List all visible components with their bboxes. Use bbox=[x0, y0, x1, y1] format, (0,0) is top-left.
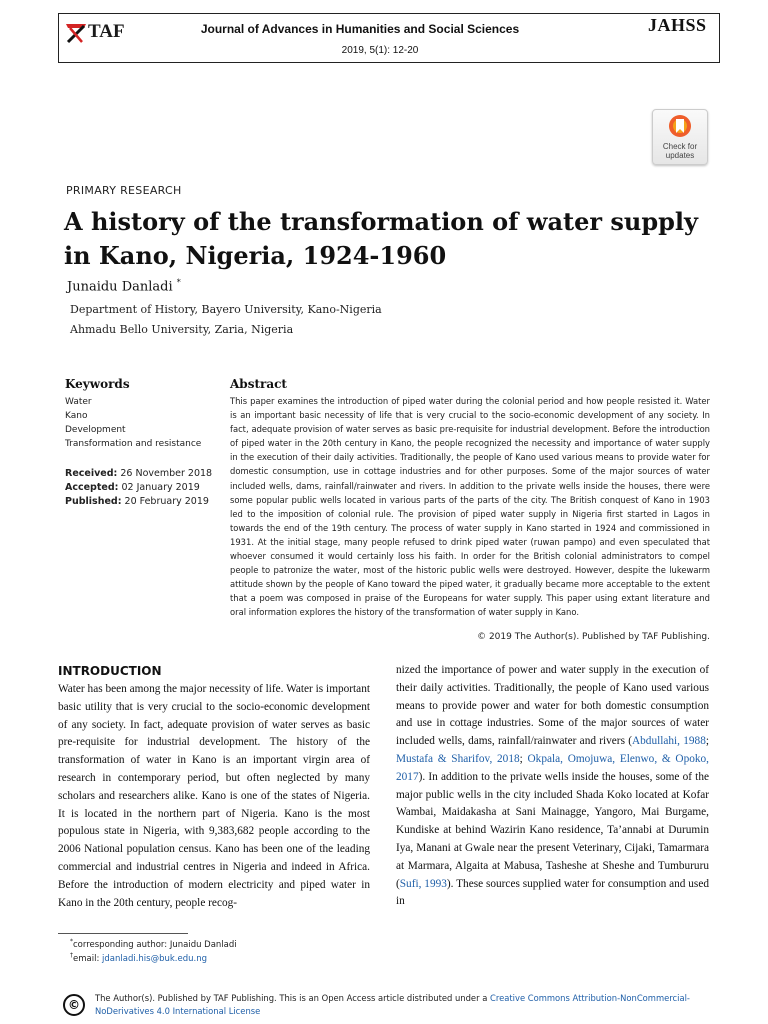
intro-text-part: ). In addition to the private wells inside the houses, some of the major public wells in the city included Shada Koko located at Kofar Wambai, Maidakasha at Sani Mainagge, Yangoro, Mai Burgame, Kundiske at behind Wazirin Kano residence, Ta’annabi at Durumin Iya, Manani at Gwale near the present Veterinary, Cijaki, Tamarmara at Marmara, Algaita at Mabusa, Tasheshe at Sheshe and Tumbururu ( bbox=[396, 770, 709, 890]
intro-left-column: Water has been among the major necessity of life. Water is important basic utility that is very crucial to the socio-economic development of any society. In fact, adequate provision of water serves as basic pre-requisite for industrial development. The history of the transformation of water in Kano is an important virgin area of research in contemporary period, but often neglected by many scholars and researchers alike. Kano is one of the states of Nigeria. It is located in the northern part of Nigeria. Kano is the most populous state in Nigeria, with 9,383,682 people according to the 2006 National population census. Kano has been one of the leading commercial and industrial centres in Nigeria and indeed in Africa. Before the introduction of modern electricity and piped water in Kano in the 20th century, people recog- bbox=[58, 683, 370, 909]
keyword-item: Water bbox=[65, 397, 92, 407]
footnote-email-label: email: bbox=[73, 953, 103, 964]
keyword-item: Kano bbox=[65, 411, 88, 421]
copyright-icon: © bbox=[63, 994, 85, 1016]
received-value: 26 November 2018 bbox=[120, 468, 213, 479]
volume-info: 2019, 5(1): 12-20 bbox=[341, 45, 419, 56]
received-label: Received: bbox=[65, 468, 118, 479]
keywords-heading: Keywords bbox=[65, 377, 130, 391]
abstract-text: This paper examines the introduction of piped water during the colonial period and how people resisted it. Water is an important basic necessity of life that is very crucial to the socio-economic development of any society. In fact, adequate provision of water serves as basic pre-requisite for industrial development. Before the introduction of piped water in the 20th century in Kano, the people recognized the necessity and importance of water supply in the execution of their daily activities. Traditionally, the people of Kano used various means to provide water for domestic consumption, use in cottage industries and for other purposes. Some of the major sources of water included wells, dams, rainfall/rainwater and rivers. In addition to the private wells inside the houses, there were some popular public wells located in various parts of the parts of the city. The British conquest of Kano in 1903 led to the imposition of colonial rule. The provision of piped water supply in Nigeria first started in Lagos in towards the end of the 19th century. The process of water supply in Kano started in 1924 and commissioned in 1931. At the initial stage, many people refused to drink piped water (ruwan pampo) and even speculated that whoever consumed it would certainly loss his faith. In order for the British colonial administrators to compel people to patronize the water, most of the historic public wells were destroyed. However, despite the lukewarm attitude shown by the people of Kano toward the piped water, it gradually became more acceptable to the extent that a poem was composed in praise of the Europeans for water supply. This paper using extant literature and oral information explores the history of the transformation of water supply in Kano. bbox=[230, 396, 710, 618]
author-mark: * bbox=[176, 278, 181, 287]
intro-text-part: ). These sources supplied water for consumption and used in bbox=[396, 877, 709, 908]
intro-text-part: nized the importance of power and water supply in the execution of their daily activities. Traditionally, the people of Kano used various means to provide power and water for both domestic consumption and use in cottage industries. Some of the major sources of water included wells, dams, rainfall/rainwater and rivers ( bbox=[396, 664, 709, 748]
published-date bbox=[65, 496, 209, 507]
paper-title: A history of the transformation of water supply in Kano, Nigeria, 1924-1960 bbox=[64, 207, 698, 270]
footnote-corresponding bbox=[70, 938, 237, 950]
accepted-date bbox=[65, 482, 200, 493]
affiliation-2: Ahmadu Bello University, Zaria, Nigeria bbox=[70, 323, 294, 336]
citation-link[interactable]: Abdullahi, 1988 bbox=[631, 735, 706, 748]
journal-title: Journal of Advances in Humanities and Social Sciences bbox=[200, 22, 520, 36]
author-line bbox=[67, 278, 181, 294]
accepted-label: Accepted: bbox=[65, 482, 119, 493]
footnote-rule bbox=[58, 933, 188, 934]
published-label: Published: bbox=[65, 496, 122, 507]
published-value: 20 February 2019 bbox=[124, 496, 209, 507]
check-updates-line2: updates bbox=[665, 151, 695, 160]
license-statement: The Author(s). Published by TAF Publishing. This is an Open Access article distributed under a bbox=[95, 993, 490, 1003]
citation-link[interactable]: Mustafa & Sharifov, 2018 bbox=[396, 752, 520, 765]
keyword-item: Transformation and resistance bbox=[65, 439, 202, 449]
intro-right-column bbox=[396, 662, 709, 911]
check-for-updates-button[interactable] bbox=[652, 109, 708, 165]
introduction-heading: INTRODUCTION bbox=[58, 664, 162, 678]
affiliation-1: Department of History, Bayero University, Kano-Nigeria bbox=[70, 303, 382, 316]
footnote-text: corresponding author: Junaidu Danladi bbox=[73, 939, 237, 950]
copyright-line: © 2019 The Author(s). Published by TAF Publishing. bbox=[477, 632, 710, 642]
paper-type: PRIMARY RESEARCH bbox=[66, 184, 182, 197]
keyword-item: Development bbox=[65, 425, 126, 435]
logo-text: TAF bbox=[88, 21, 125, 42]
footnote-mark: * bbox=[70, 938, 73, 945]
footnote-email bbox=[70, 952, 207, 964]
citation-separator: ; bbox=[519, 752, 528, 765]
license-text bbox=[95, 992, 715, 1018]
citation-separator: ; bbox=[705, 735, 709, 748]
citation-link[interactable]: Okpala, Omojuwa, Elenwo, & Opoko, 2017 bbox=[396, 752, 709, 783]
accepted-value: 02 January 2019 bbox=[121, 482, 200, 493]
received-date bbox=[65, 468, 212, 479]
footnote-mark: † bbox=[70, 952, 73, 959]
check-updates-line1: Check for bbox=[662, 142, 698, 151]
journal-abbreviation: JAHSS bbox=[648, 15, 707, 35]
bookmark-ribbon-icon bbox=[668, 114, 692, 140]
taf-logo bbox=[64, 18, 136, 46]
author-name: Junaidu Danladi bbox=[67, 279, 173, 295]
abstract-heading: Abstract bbox=[230, 377, 287, 391]
email-link[interactable]: jdanladi.his@buk.edu.ng bbox=[102, 953, 207, 964]
license-link[interactable]: Creative Commons Attribution-NonCommercial-NoDerivatives 4.0 International License bbox=[95, 993, 690, 1016]
citation-link[interactable]: Sufi, 1993 bbox=[399, 877, 447, 890]
taf-logo-icon bbox=[64, 20, 90, 44]
